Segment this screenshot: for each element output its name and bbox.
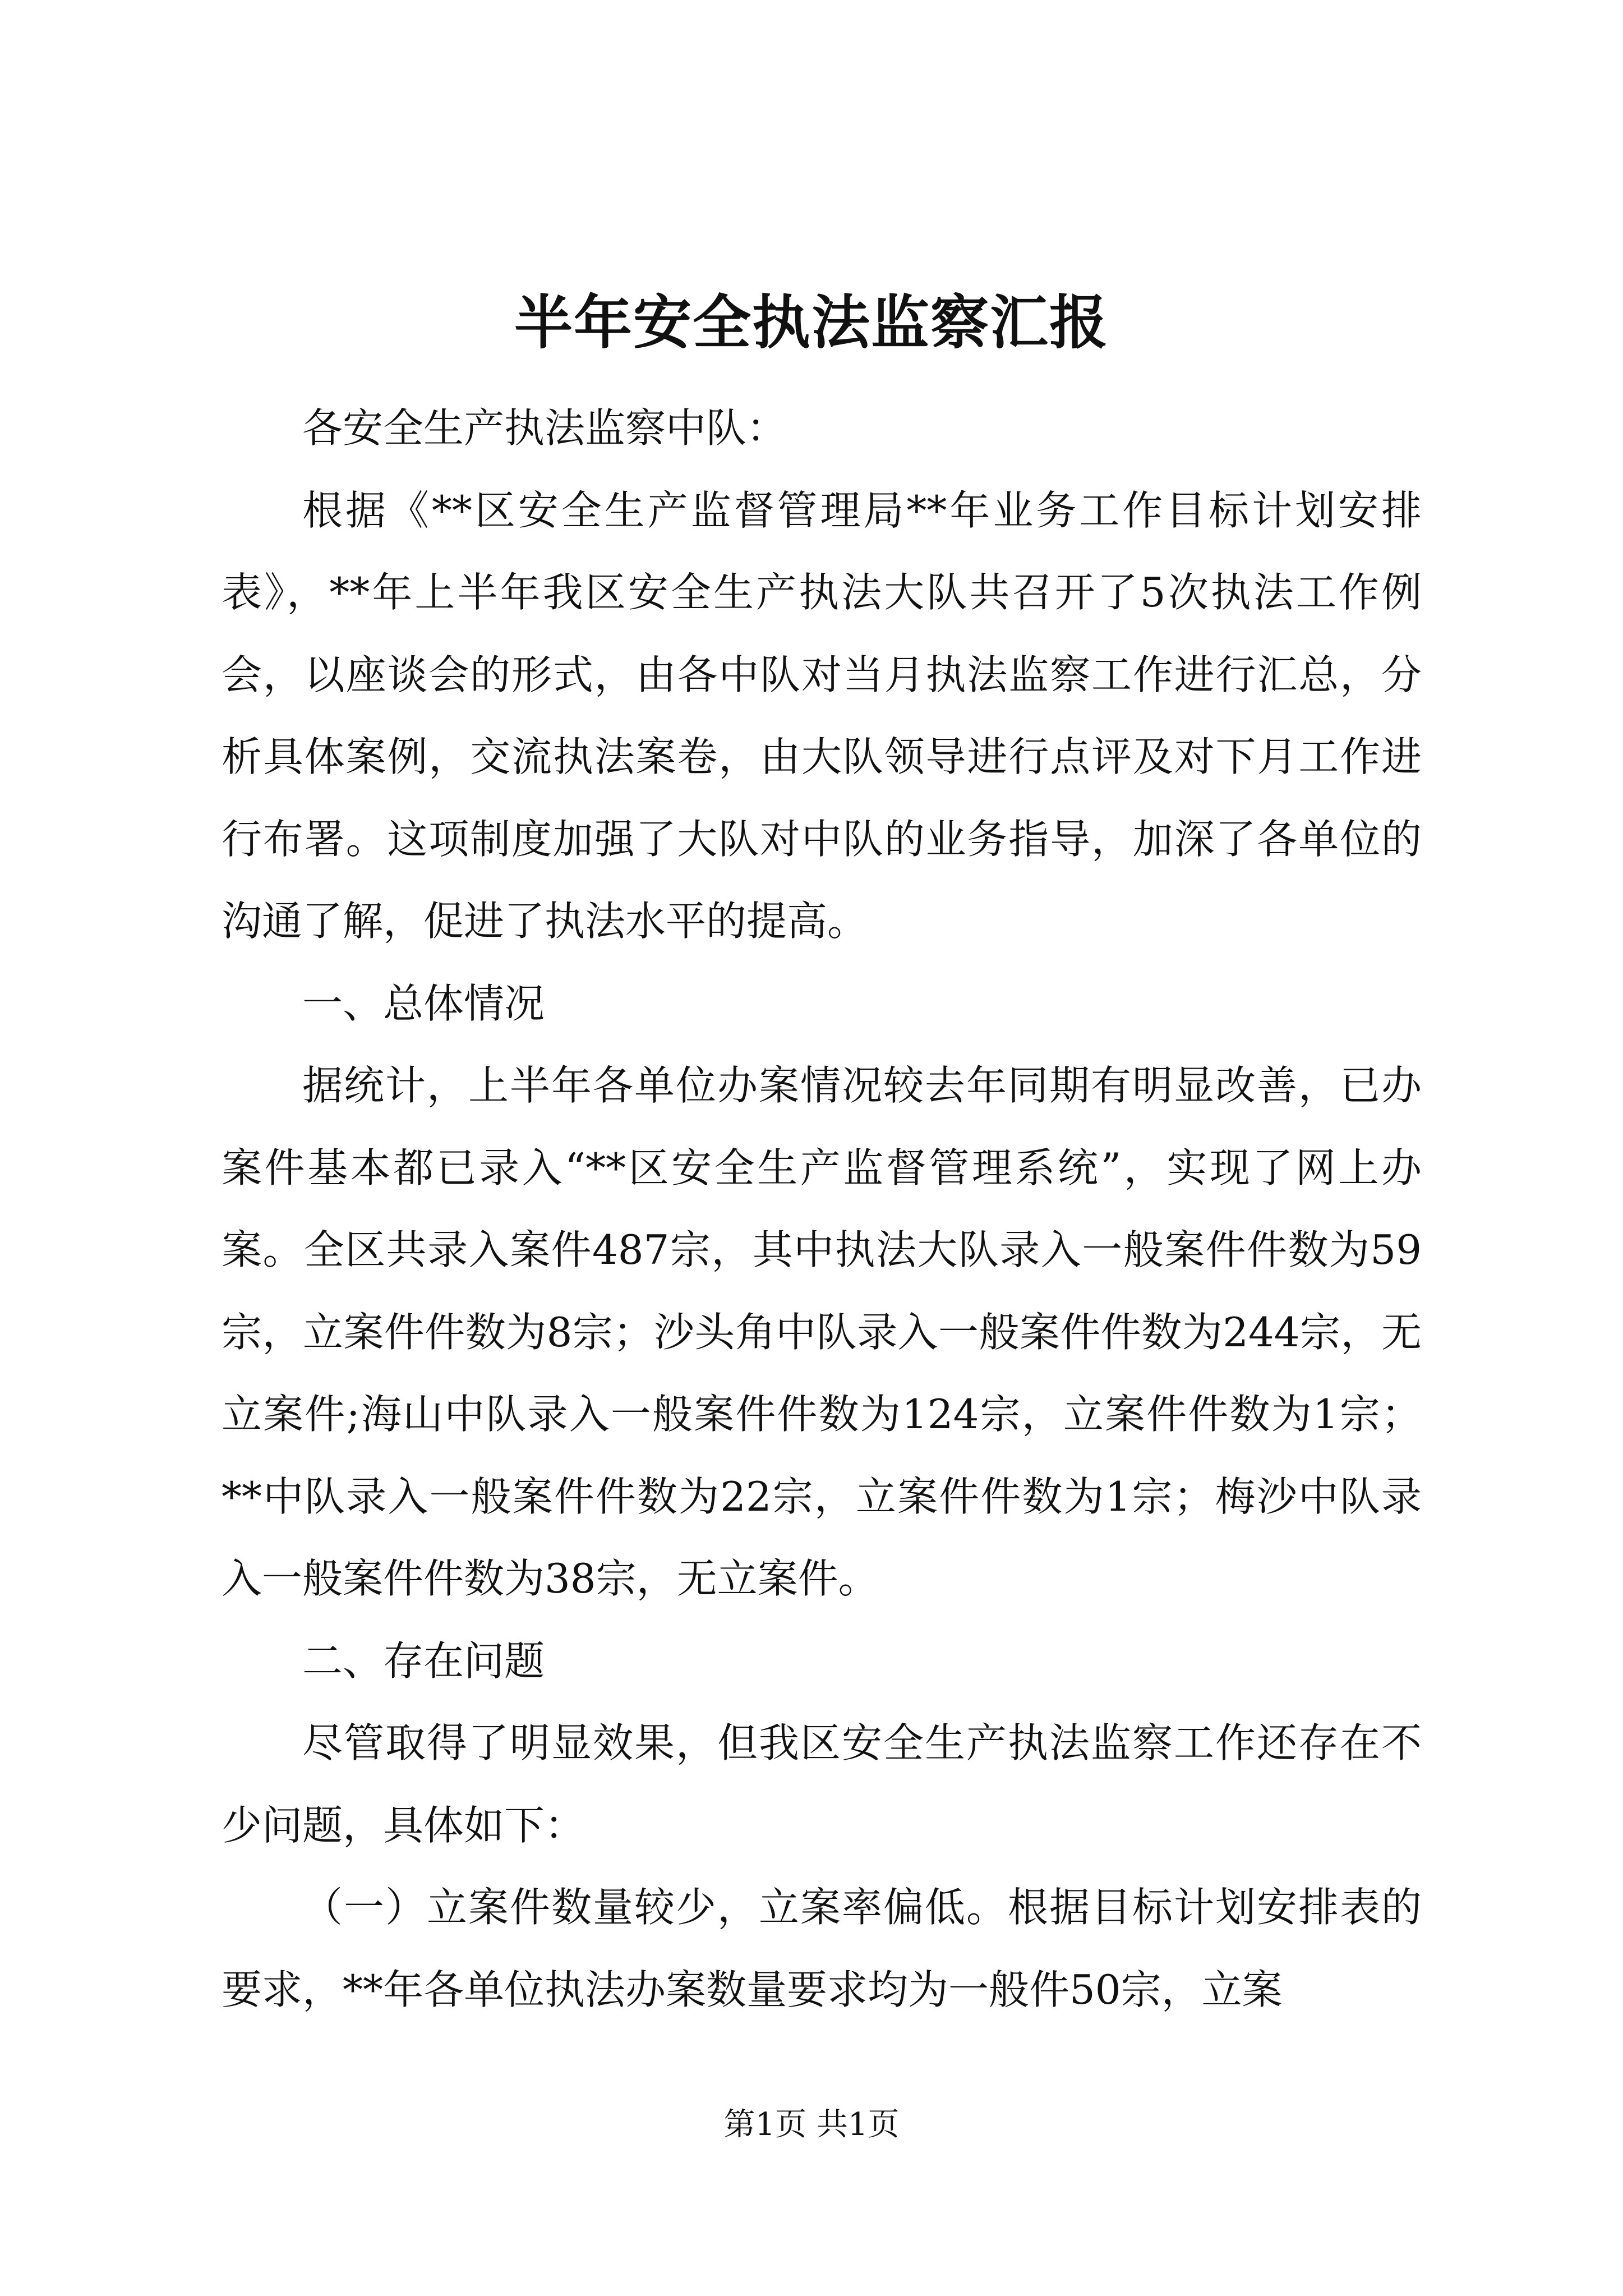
section-heading: 一、总体情况 (302, 979, 545, 1027)
body-paragraph: （一）立案件数量较少，立案率偏低。根据目标计划安排表的要求，**年各单位执法办案数量要求均为一般件50宗，立案 (222, 1884, 1422, 2013)
body-paragraph: 据统计，上半年各单位办案情况较去年同期有明显改善，已办案件基本都已录入“**区安全生产监督管理系统”，实现了网上办案。全区共录入案件487宗，其中执法大队录入一般案件件数为59宗，立案件件数为8宗；沙头角中队录入一般案件件数为244宗，无立案件;海山中队录入一般案件件数为124宗，立案件件数为1宗；**中队录入一般案件件数为22宗，立案件件数为1宗；梅沙中队录入一般案件件数为38宗，无立案件。 (222, 1062, 1422, 1602)
body-paragraph: 尽管取得了明显效果，但我区安全生产执法监察工作还存在不少问题，具体如下： (222, 1719, 1422, 1849)
document-title: 半年安全执法监察汇报 (514, 288, 1109, 357)
document-body (222, 387, 1422, 2031)
page-number-footer: 第1页 共1页 (723, 2106, 900, 2143)
salutation-paragraph: 各安全生产执法监察中队： (302, 404, 787, 452)
section-heading: 二、存在问题 (302, 1637, 545, 1685)
body-paragraph: 根据《**区安全生产监督管理局**年业务工作目标计划安排表》，**年上半年我区安全生产执法大队共召开了5次执法工作例会，以座谈会的形式，由各中队对当月执法监察工作进行汇总，分析具体案例，交流执法案卷，由大队领导进行点评及对下月工作进行布署。这项制度加强了大队对中队的业务指导，加深了各单位的沟通了解，促进了执法水平的提高。 (222, 486, 1422, 945)
